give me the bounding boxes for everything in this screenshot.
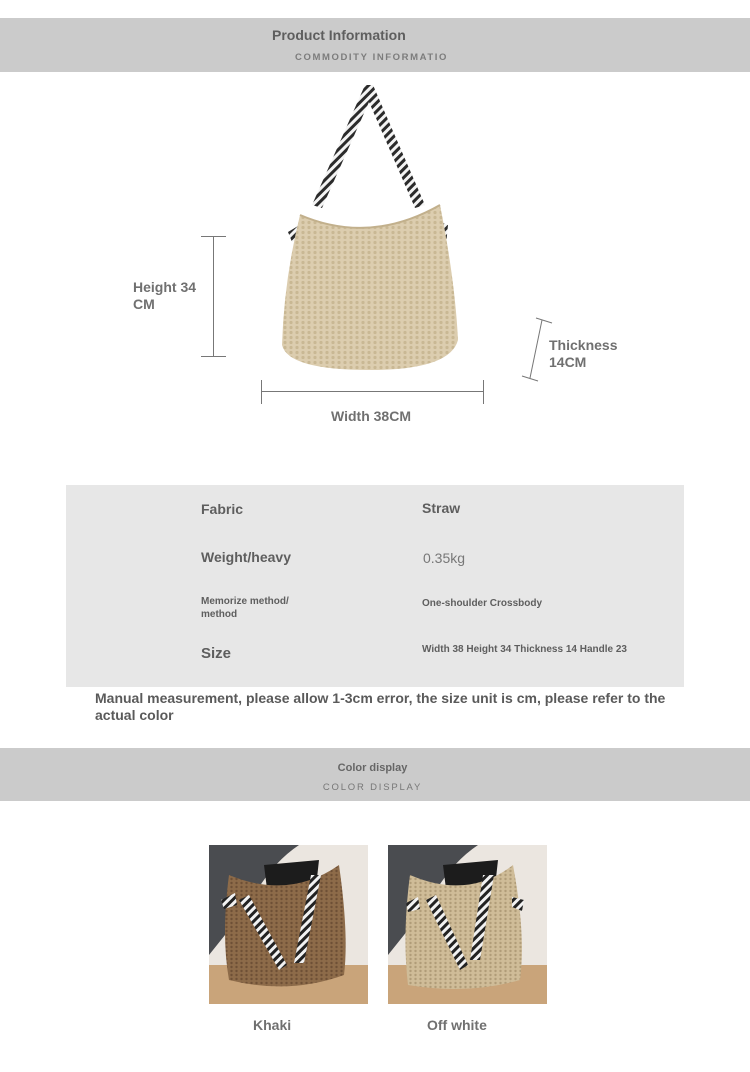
spec-table [66, 485, 684, 687]
header-subtitle: COMMODITY INFORMATIO [295, 52, 449, 63]
color-display-subtitle: COLOR DISPLAY [322, 782, 423, 793]
color-swatch-khaki[interactable] [209, 845, 368, 1004]
spec-value-weight: 0.35kg [423, 550, 466, 566]
height-dimension-cap-bottom [201, 356, 226, 357]
spec-label-method: Memorize method/ method [201, 596, 289, 620]
width-dimension-line [261, 391, 483, 392]
width-label: Width 38CM [331, 408, 411, 424]
spec-label-weight: Weight/heavy [201, 549, 291, 565]
header-title: Product Information [272, 27, 406, 43]
height-dimension-cap-top [201, 236, 226, 237]
color-display-header [0, 748, 750, 801]
spec-label-fabric: Fabric [201, 501, 244, 517]
spec-value-fabric: Straw [422, 500, 461, 516]
height-label: Height 34 CM [133, 279, 197, 312]
spec-value-size: Width 38 Height 34 Thickness 14 Handle 23 [422, 644, 627, 655]
product-image-bag [270, 80, 470, 375]
color-label-off-white: Off white [427, 1017, 487, 1033]
product-information-header [0, 18, 750, 72]
color-swatch-off-white[interactable] [388, 845, 547, 1004]
color-label-khaki: Khaki [253, 1017, 292, 1033]
thickness-label: Thickness 14CM [549, 337, 618, 370]
spec-value-method: One-shoulder Crossbody [422, 598, 543, 609]
width-dimension-cap-right [483, 380, 484, 404]
width-dimension-cap-left [261, 380, 262, 404]
color-display-title: Color display [337, 762, 408, 774]
spec-label-size: Size [201, 645, 232, 662]
measurement-note: Manual measurement, please allow 1-3cm error, the size unit is cm, please refer to the actual color [95, 690, 666, 723]
height-dimension-line [213, 236, 214, 356]
